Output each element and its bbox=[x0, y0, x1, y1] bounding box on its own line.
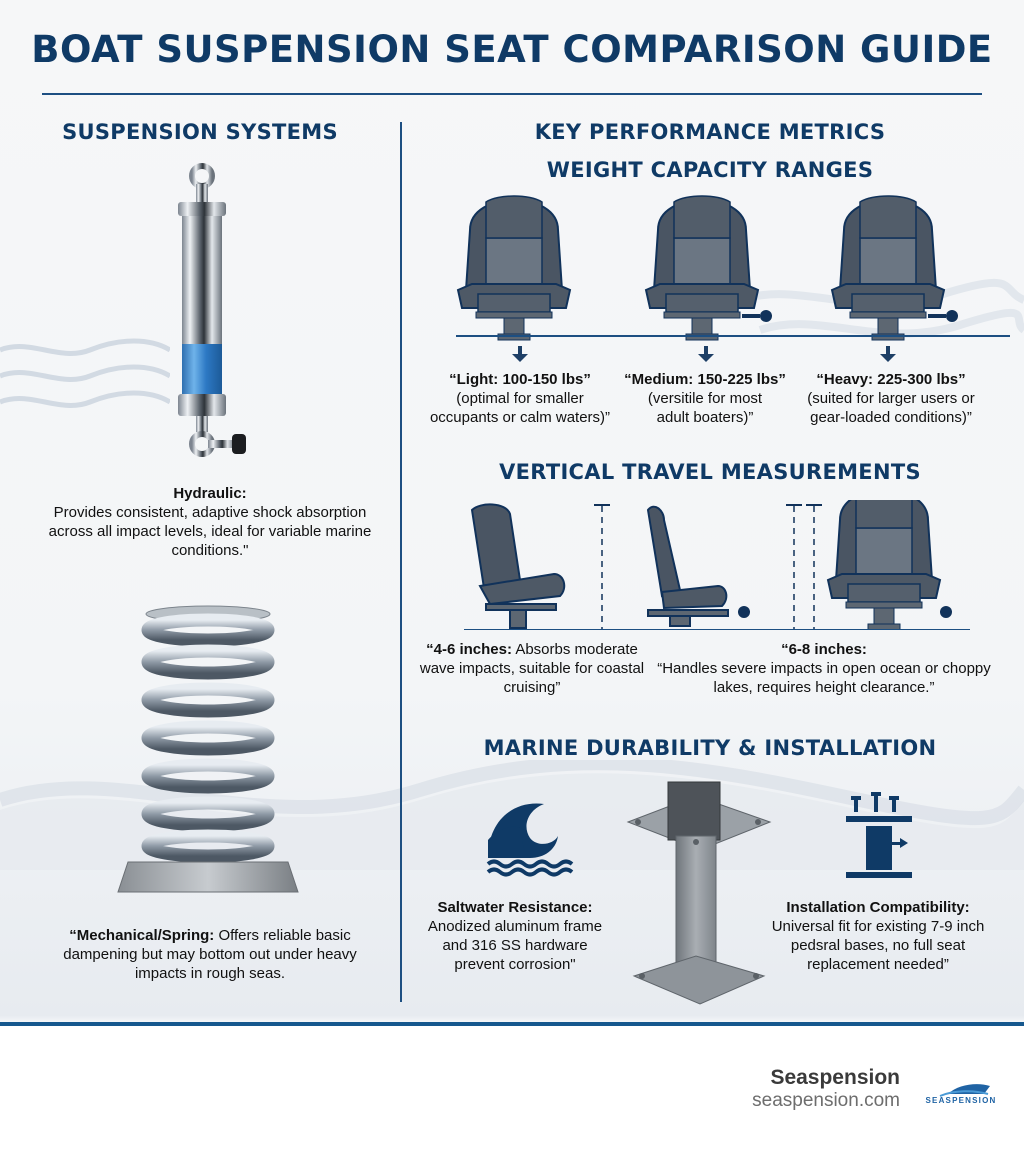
vertical-travel-illustration bbox=[450, 500, 1010, 630]
travel-4-6-desc: Absorbs moderate wave impacts, suitable for coastal cruising” bbox=[419, 641, 645, 696]
hydraulic-label: Hydraulic: bbox=[173, 485, 247, 502]
weight-heavy-desc: (suited for larger users or gear-loaded conditions)” bbox=[807, 390, 975, 426]
mechanical-text: Offers reliable basic dampening but may bottom out under heavy impacts in rough seas. bbox=[63, 927, 357, 982]
brand-name: Seaspension bbox=[770, 1066, 900, 1089]
page-title: BOAT SUSPENSION SEAT COMPARISON GUIDE bbox=[31, 28, 993, 71]
weight-medium-desc: (versitile for most adult boaters)” bbox=[647, 390, 763, 426]
hydraulic-description bbox=[40, 484, 380, 560]
key-metrics-heading: KEY PERFORMANCE METRICS bbox=[534, 120, 886, 144]
travel-6-8-label: “6-8 inches: bbox=[781, 641, 867, 658]
weight-light-label: “Light: 100-150 lbs” bbox=[449, 371, 591, 388]
weight-heavy-label: “Heavy: 225-300 lbs” bbox=[816, 371, 966, 388]
weight-light-item bbox=[420, 370, 620, 427]
coil-spring-icon bbox=[108, 600, 318, 900]
weight-heavy-item bbox=[796, 370, 986, 427]
seat-light-icon bbox=[458, 196, 570, 340]
travel-6-8-desc: “Handles severe impacts in open ocean or choppy lakes, requires height clearance.” bbox=[657, 660, 991, 696]
pedestal-mount-icon bbox=[846, 790, 926, 880]
hydraulic-shock-icon bbox=[160, 162, 260, 472]
installation-label: Installation Compatibility: bbox=[786, 899, 970, 916]
seat-heavy-icon bbox=[832, 196, 944, 340]
seat-medium-icon bbox=[646, 196, 758, 340]
seat-front-travel-icon bbox=[828, 500, 940, 630]
weight-medium-item bbox=[612, 370, 798, 427]
suspension-systems-heading: SUSPENSION SYSTEMS bbox=[62, 120, 338, 144]
column-divider bbox=[400, 122, 402, 1002]
weight-capacity-heading: WEIGHT CAPACITY RANGES bbox=[546, 158, 874, 182]
pedestal-base-image bbox=[624, 776, 774, 1016]
vertical-travel-heading: VERTICAL TRAVEL MEASUREMENTS bbox=[499, 460, 921, 484]
saltwater-wave-icon bbox=[484, 800, 580, 880]
installation-item bbox=[760, 898, 996, 974]
weight-seats-illustration bbox=[450, 190, 1010, 370]
travel-4-6-label: “4-6 inches: bbox=[426, 641, 512, 658]
installation-desc: Universal fit for existing 7-9 inch pedsral bases, no full seat replacement needed” bbox=[771, 918, 985, 973]
saltwater-item bbox=[420, 898, 610, 974]
weight-medium-label: “Medium: 150-225 lbs” bbox=[624, 371, 786, 388]
hydraulic-text: Provides consistent, adaptive shock absorption across all impact levels, ideal for variable marine conditions." bbox=[48, 504, 372, 559]
mechanical-description bbox=[40, 926, 380, 983]
marine-durability-heading: MARINE DURABILITY & INSTALLATION bbox=[483, 736, 937, 760]
saltwater-label: Saltwater Resistance: bbox=[437, 899, 593, 916]
saltwater-desc: Anodized aluminum frame and 316 SS hardware prevent corrosion" bbox=[427, 918, 603, 973]
mechanical-label: “Mechanical/Spring: bbox=[69, 927, 215, 944]
logo-text: SEASPENSION bbox=[925, 1096, 997, 1105]
wave-lines-decoration bbox=[0, 336, 170, 416]
travel-6-8-item bbox=[656, 640, 992, 697]
brand-url-link[interactable]: seaspension.com bbox=[752, 1090, 900, 1111]
travel-4-6-item bbox=[412, 640, 652, 697]
weight-light-desc: (optimal for smaller occupants or calm waters)” bbox=[429, 390, 611, 426]
title-divider bbox=[42, 93, 982, 95]
